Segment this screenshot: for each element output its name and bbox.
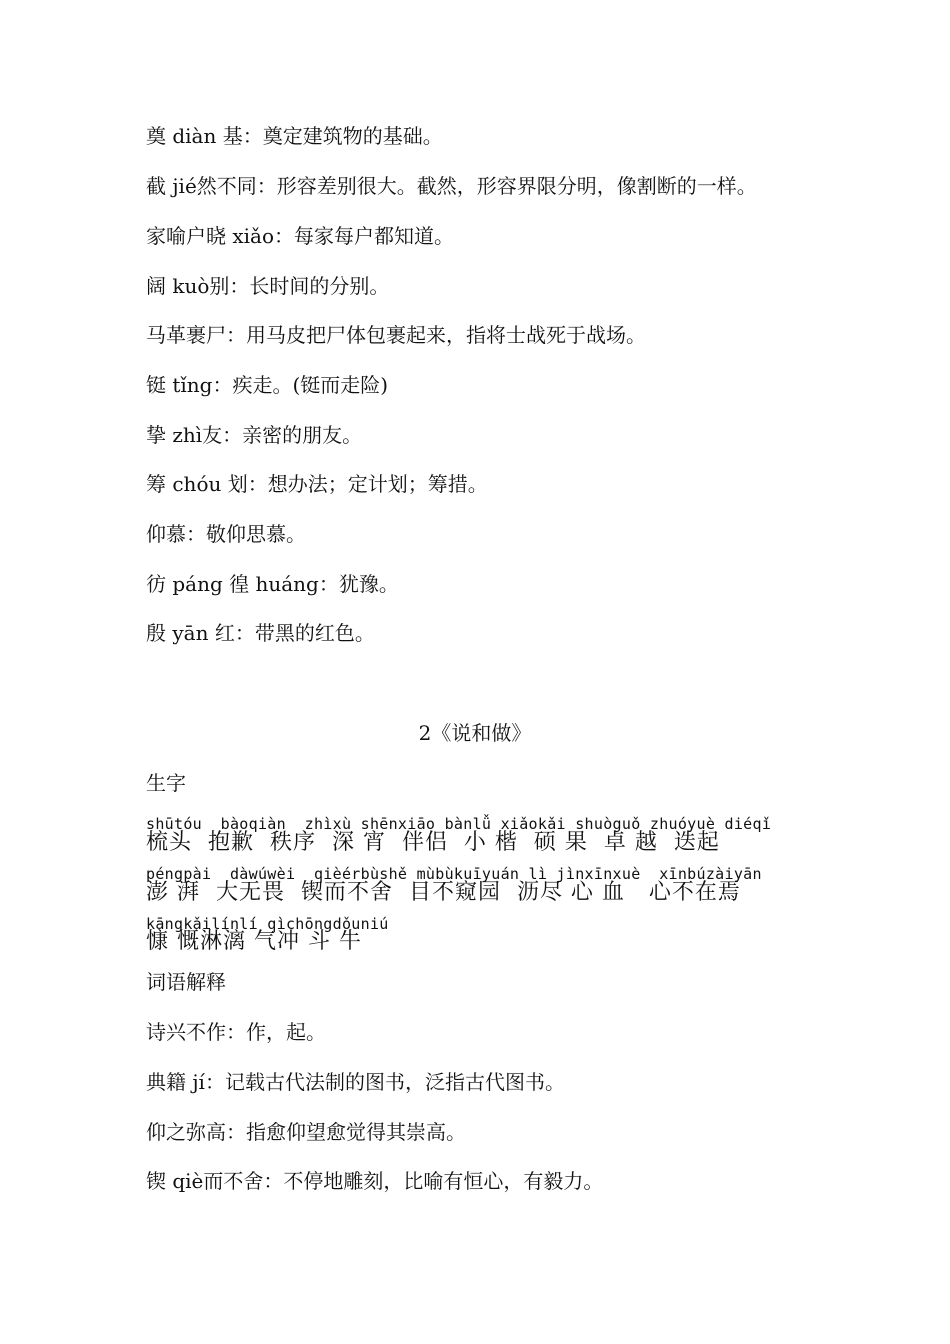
vocab-entry: 殷 yān 红：带黑的红色。 — [146, 621, 375, 645]
vocab-entry: 筹 chóu 划：想办法；定计划；筹措。 — [146, 472, 488, 496]
vocab-entry: 家喻户晓 xiǎo：每家每户都知道。 — [146, 224, 454, 248]
pinyin-row: shūtóu bàoqiàn zhìxù shēnxiāo bànlǚ xiǎokǎi shuòguǒ zhuóyuè diéqǐ — [146, 815, 772, 833]
vocab-entry: 典籍 jí：记载古代法制的图书，泛指古代图书。 — [146, 1070, 565, 1094]
vocab-entry: 挚 zhì友：亲密的朋友。 — [146, 423, 363, 447]
vocab-entry: 锲 qiè而不舍：不停地雕刻，比喻有恒心，有毅力。 — [146, 1169, 604, 1193]
new-chars-heading: 生字 — [146, 771, 186, 795]
vocab-heading: 词语解释 — [146, 970, 226, 994]
vocab-entry: 仰慕：敬仰思慕。 — [146, 522, 306, 546]
hanzi-row: 澎 湃 大无畏 锲而不舍 目不窥园 沥尽 心 血 心不在焉 — [146, 880, 741, 905]
vocab-entry: 彷 páng 徨 huáng：犹豫。 — [146, 572, 399, 596]
hanzi-row: 梳头 抱歉 秩序 深 宵 伴侣 小 楷 硕 果 卓 越 迭起 — [146, 830, 720, 855]
lesson-title: 2《说和做》 — [418, 721, 532, 745]
vocab-entry: 奠 diàn 基：奠定建筑物的基础。 — [146, 124, 443, 148]
vocab-entry: 截 jié然不同：形容差别很大。截然，形容界限分明，像割断的一样。 — [146, 174, 757, 198]
vocab-entry: 仰之弥高：指愈仰望愈觉得其崇高。 — [146, 1120, 466, 1144]
vocab-entry: 马革裹尸：用马皮把尸体包裹起来，指将士战死于战场。 — [146, 323, 646, 347]
vocab-entry: 阔 kuò别：长时间的分别。 — [146, 274, 390, 298]
pinyin-row: péngpài dàwúwèi qièérbùshě mùbùkuīyuán lì jìnxīnxuè xīnbúzàiyān — [146, 865, 762, 883]
vocab-entry: 诗兴不作：作，起。 — [146, 1020, 326, 1044]
vocab-entry: 铤 tǐng：疾走。(铤而走险) — [146, 373, 389, 397]
hanzi-row: 慷 慨淋漓 气冲 斗 牛 — [146, 929, 362, 954]
pinyin-row: kāngkǎilínlí qìchōngdǒuniú — [146, 915, 389, 933]
